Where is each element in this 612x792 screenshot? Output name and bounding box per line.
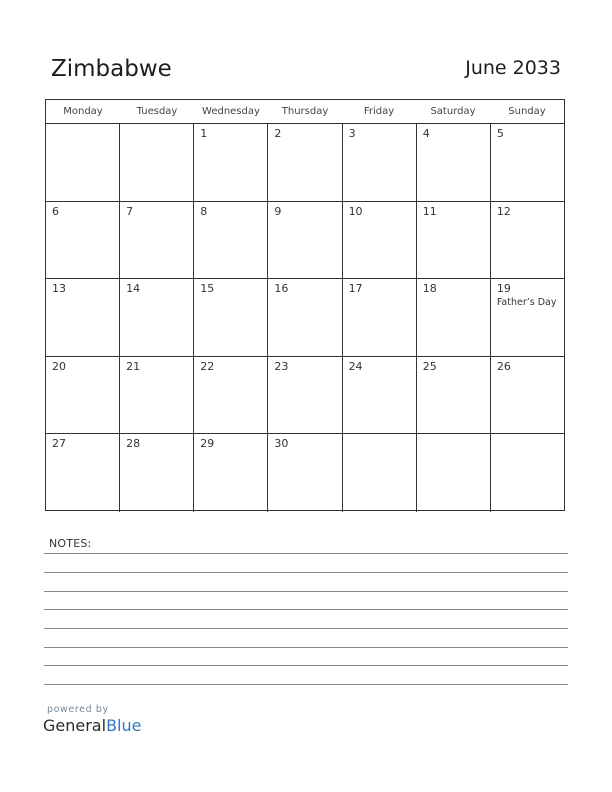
- day-cell: [46, 124, 120, 201]
- day-cell: [120, 124, 194, 201]
- week-row: [46, 434, 564, 512]
- weekday-header: Tuesday: [136, 106, 178, 117]
- weekday-header-row: [46, 100, 564, 124]
- day-cell: [46, 202, 120, 279]
- day-number: 13: [52, 282, 66, 296]
- day-cell: [417, 357, 491, 434]
- day-number: 24: [348, 359, 363, 373]
- day-number: 22: [200, 359, 215, 373]
- day-cell: [491, 202, 564, 279]
- weekday-header: Monday: [63, 106, 103, 117]
- weekday-header: Wednesday: [202, 106, 260, 117]
- powered-by-text: powered by: [47, 704, 109, 715]
- day-number: 25: [422, 359, 437, 373]
- day-cell: [120, 279, 194, 356]
- note-line: [44, 684, 568, 685]
- day-number: 29: [200, 437, 215, 451]
- brand-name-blue: Blue: [106, 716, 142, 735]
- day-cell: [194, 124, 268, 201]
- day-cell: [120, 202, 194, 279]
- day-number: 19: [496, 282, 511, 296]
- day-number: 12: [496, 204, 511, 218]
- note-line: [44, 553, 568, 554]
- day-number: 16: [274, 282, 289, 296]
- day-cell: [491, 434, 564, 512]
- week-row: [46, 279, 564, 357]
- week-row: [46, 357, 564, 435]
- country-title: Zimbabwe: [51, 56, 172, 82]
- note-line: [44, 591, 568, 592]
- day-number: 3: [348, 127, 356, 140]
- day-number: 26: [496, 359, 511, 373]
- weekday-header: Thursday: [281, 106, 329, 117]
- weekday-header: Friday: [363, 106, 395, 117]
- day-number: 20: [52, 359, 66, 373]
- note-line: [44, 572, 568, 573]
- day-cell: [343, 357, 417, 434]
- note-line: [44, 665, 568, 666]
- day-cell: [417, 279, 491, 356]
- day-cell: [194, 434, 268, 512]
- note-line: [44, 647, 568, 648]
- day-cell: [343, 202, 417, 279]
- weekday-header: Sunday: [508, 106, 546, 117]
- day-number: 14: [126, 282, 141, 296]
- day-number: 17: [348, 282, 363, 296]
- day-number: 10: [348, 204, 363, 218]
- day-cell: [46, 279, 120, 356]
- day-cell: [343, 279, 417, 356]
- day-number: 11: [422, 204, 437, 218]
- day-cell: [417, 202, 491, 279]
- day-cell: [268, 357, 342, 434]
- notes-label: NOTES:: [49, 537, 92, 550]
- day-cell: [194, 279, 268, 356]
- day-cell: [417, 434, 491, 512]
- day-number: 30: [274, 437, 289, 451]
- weekday-header: Saturday: [430, 106, 476, 117]
- day-cell: [46, 434, 120, 512]
- note-line: [44, 609, 568, 610]
- day-cell: [343, 124, 417, 201]
- day-number: 2: [274, 127, 282, 140]
- holiday-label: Father’s Day: [496, 297, 557, 309]
- month-year-title: June 2033: [465, 57, 561, 79]
- brand-name-general: General: [43, 716, 107, 735]
- day-cell: [194, 202, 268, 279]
- day-number: 4: [422, 127, 430, 140]
- day-cell: [343, 434, 417, 512]
- day-number: 9: [274, 204, 282, 218]
- day-number: 28: [126, 437, 141, 451]
- day-cell: [120, 357, 194, 434]
- day-number: 23: [274, 359, 289, 373]
- week-row: [46, 124, 564, 202]
- day-cell: [268, 202, 342, 279]
- day-cell: [491, 124, 564, 201]
- day-cell: [194, 357, 268, 434]
- day-number: 27: [52, 437, 66, 451]
- day-cell: [120, 434, 194, 512]
- day-cell: [268, 124, 342, 201]
- day-cell: [417, 124, 491, 201]
- day-cell: [46, 357, 120, 434]
- day-number: 1: [200, 127, 208, 140]
- day-number: 7: [126, 204, 134, 218]
- day-number: 6: [52, 204, 59, 218]
- day-cell: [491, 279, 564, 356]
- day-number: 15: [200, 282, 215, 296]
- day-number: 5: [496, 127, 504, 140]
- note-line: [44, 628, 568, 629]
- day-number: 21: [126, 359, 141, 373]
- day-cell: [268, 434, 342, 512]
- day-number: 8: [200, 204, 208, 218]
- calendar-grid: [45, 99, 565, 511]
- week-row: [46, 202, 564, 280]
- day-cell: [268, 279, 342, 356]
- generalblue-logo: [43, 716, 141, 735]
- day-cell: [491, 357, 564, 434]
- day-number: 18: [422, 282, 437, 296]
